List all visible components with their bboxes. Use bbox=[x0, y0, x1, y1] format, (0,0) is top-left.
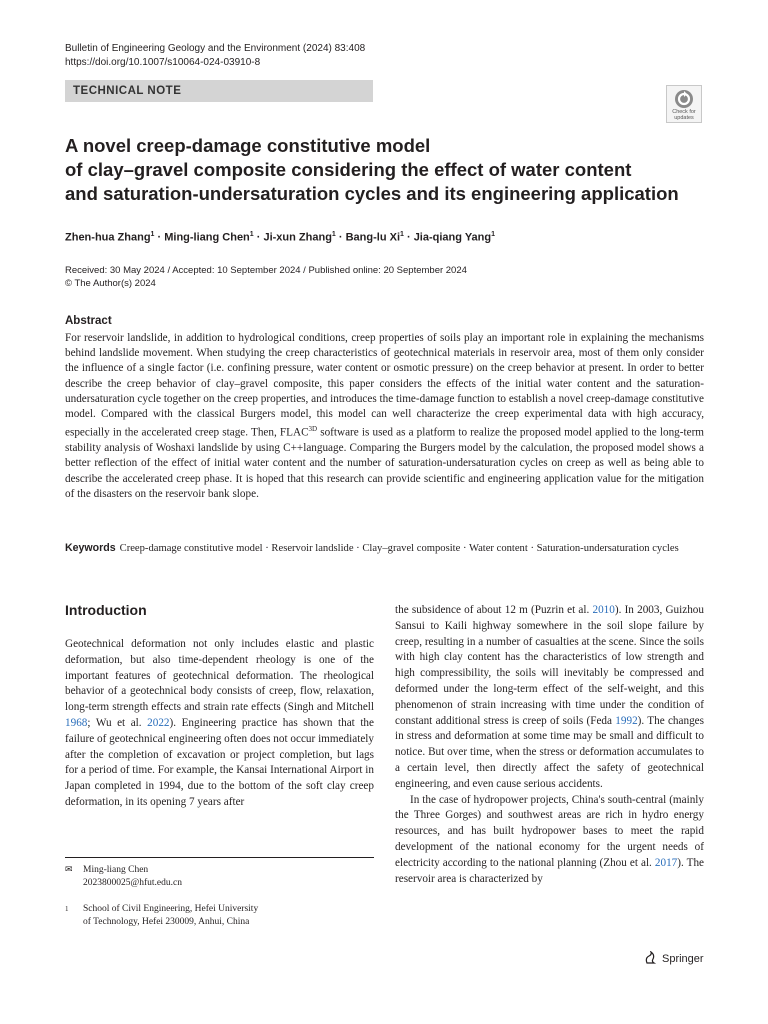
citation-link[interactable]: 1968 bbox=[65, 716, 88, 729]
flac-superscript: 3D bbox=[308, 425, 318, 434]
affiliation-line-1: School of Civil Engineering, Hefei University bbox=[83, 904, 259, 914]
title-line-3: and saturation-undersaturation cycles and its engineering application bbox=[65, 183, 679, 204]
abstract-heading: Abstract bbox=[65, 315, 112, 327]
affiliation-footnote bbox=[65, 903, 374, 929]
text-run: ). In 2003, Guizhou Sansui to Kaili highway somewhere in the soil slope failure by creep, resulting in a number of casualties at the scene. Since the soils with high clay content has the characteristics of low strength and high compressibility, the soils will inevitably be compressed and deformed under the long-term effect of the self-weight, and this phenomenon of strain increasing with time under the condition of constant additional stress is creep of soils (Feda bbox=[395, 604, 704, 727]
text-run: ). The reservoir area is characterized by bbox=[395, 856, 705, 885]
abstract-text-part1: For reservoir landslide, in addition to hydrological conditions, creep properties of soils play an important role in explaining the mechanisms behind landslide movement. When studying the creep characteristics of geotechnical materials in reservoir area, most of them only consider the influence of a single factor (i.e. confining pressure, water content or osmotic pressure) on the creep behavior at present. In order to better describe the creep behavior of clay–gravel composite, this paper considers the effects of the initial water content and the saturation-undersaturation cycle together on the creep properties, and introduces the time-damage function to establish a novel creep-damage constitutive model. Compared with the classical Burgers model, this model can well characterize the creep experimental data with high accuracy, especially in the accelerated creep stage. Then, FLAC bbox=[65, 332, 704, 439]
text-run: In the case of hydropower projects, China's south-central (mainly the Three Gorges) and southwest areas are rich in hydro energy resources, and has built hydropower bases to meet the rapid development of the national economy for the urgent needs of electricity according to the national planning (Zhou et al. bbox=[395, 793, 704, 869]
article-title bbox=[65, 134, 705, 206]
citation-link[interactable]: 2017 bbox=[654, 856, 678, 869]
text-run: ). Engineering practice has shown that the failure of geotechnical engineering often does not occur immediately after the completion of excavation or project completion, but lags for a period of time. For example, the Kansai International Airport in Japan completed in 1994, due to the bottom of the soft clay creep deformation, in its opening 7 years after bbox=[65, 716, 374, 808]
citation-link[interactable]: 2010 bbox=[592, 604, 615, 616]
citation-link[interactable]: 2022 bbox=[147, 716, 170, 729]
author-separator: · bbox=[154, 231, 165, 244]
citation-link[interactable]: 1992 bbox=[615, 714, 638, 727]
check-updates-line1: Check for bbox=[672, 109, 696, 115]
intro-paragraph-2 bbox=[395, 793, 704, 888]
footnote-divider bbox=[65, 857, 374, 858]
publication-history bbox=[65, 264, 705, 290]
introduction-heading: Introduction bbox=[65, 602, 147, 618]
author-separator: · bbox=[253, 231, 264, 244]
intro-paragraph-1-cont bbox=[395, 603, 704, 793]
contact-name: Ming-liang Chen bbox=[83, 865, 149, 875]
author-name[interactable]: Ming-liang Chen bbox=[164, 231, 250, 244]
doi-link[interactable]: https://doi.org/10.1007/s10064-024-03910-8 bbox=[65, 57, 261, 68]
author-affiliation-mark: 1 bbox=[150, 231, 155, 238]
title-line-2: of clay–gravel composite considering the effect of water content bbox=[65, 159, 632, 180]
affiliation-line-2: of Technology, Hefei 230009, Anhui, China bbox=[83, 917, 250, 927]
author-affiliation-mark: 1 bbox=[331, 231, 336, 238]
contact-email[interactable]: 2023800025@hfut.edu.cn bbox=[83, 878, 182, 888]
keywords bbox=[65, 541, 704, 557]
copyright: © The Author(s) 2024 bbox=[65, 278, 156, 289]
author-list bbox=[65, 227, 705, 246]
keywords-label: Keywords bbox=[65, 542, 116, 554]
author-name[interactable]: Bang-lu Xi bbox=[345, 231, 400, 244]
author-name[interactable]: Jia-qiang Yang bbox=[413, 231, 492, 244]
abstract-text bbox=[65, 331, 704, 502]
author-affiliation-mark: 1 bbox=[249, 231, 254, 238]
publisher-logo bbox=[644, 951, 704, 967]
text-run: ; Wu et al. bbox=[87, 716, 148, 729]
author-separator: · bbox=[403, 231, 414, 244]
article-type-banner: TECHNICAL NOTE bbox=[65, 80, 373, 102]
check-for-updates-icon bbox=[674, 89, 694, 109]
author-affiliation-mark: 1 bbox=[491, 231, 496, 238]
text-run: ). The changes in stress and deformation at some time may be small and difficult to notice. But over time, when the stress or deformation accumulates to a certain level, then directly affect the safety of geotechnical engineering, and even cause serious accidents. bbox=[395, 714, 705, 790]
intro-left-column bbox=[65, 637, 374, 811]
author-name[interactable]: Zhen-hua Zhang bbox=[65, 231, 151, 244]
journal-header bbox=[65, 42, 365, 70]
history-dates: Received: 30 May 2024 / Accepted: 10 September 2024 / Published online: 20 September 2024 bbox=[65, 265, 467, 276]
check-updates-line2: updates bbox=[674, 115, 694, 121]
intro-paragraph-1 bbox=[65, 637, 374, 811]
springer-logo-icon bbox=[644, 951, 658, 965]
journal-citation: Bulletin of Engineering Geology and the Environment (2024) 83:408 bbox=[65, 43, 366, 54]
corresponding-author bbox=[65, 864, 374, 890]
title-line-1: A novel creep-damage constitutive model bbox=[65, 135, 431, 156]
keywords-text: Creep-damage constitutive model · Reservoir landslide · Clay–gravel composite · Water content · Saturation-undersaturation cycles bbox=[119, 543, 679, 554]
envelope-icon: ✉ bbox=[65, 865, 73, 875]
abstract-text-part2: software is used as a platform to realize the proposed model applied to the long-term stability analysis of Woshaxi landslide by using C++language. Comparing the Burgers model by the calculation, the proposed model shows a better reflection of the effect of initial water content and the number of saturation-undersaturation cycles on creep as well as being able to describe the accelerated creep phase. It is hoped that this research can provide scientific and engineering application value for the mitigation of the disasters on the reservoir bank slope. bbox=[65, 426, 704, 500]
intro-right-column bbox=[395, 603, 704, 887]
author-affiliation-mark: 1 bbox=[400, 231, 404, 238]
affiliation-number: 1 bbox=[65, 905, 69, 913]
publisher-name: Springer bbox=[662, 953, 704, 965]
check-for-updates-button[interactable] bbox=[666, 85, 702, 123]
text-run: Geotechnical deformation not only includes elastic and plastic deformation, but also time-dependent rheology is one of the important features of geotechnical deformation. The rheological behavior of a geotechnical body consists of creep, flow, relaxation, long-term strength effects and strain rate effects (Singh and Mitchell bbox=[65, 638, 374, 714]
text-run: the subsidence of about 12 m (Puzrin et al. bbox=[395, 604, 593, 616]
author-name[interactable]: Ji-xun Zhang bbox=[263, 231, 332, 244]
author-separator: · bbox=[335, 231, 346, 244]
